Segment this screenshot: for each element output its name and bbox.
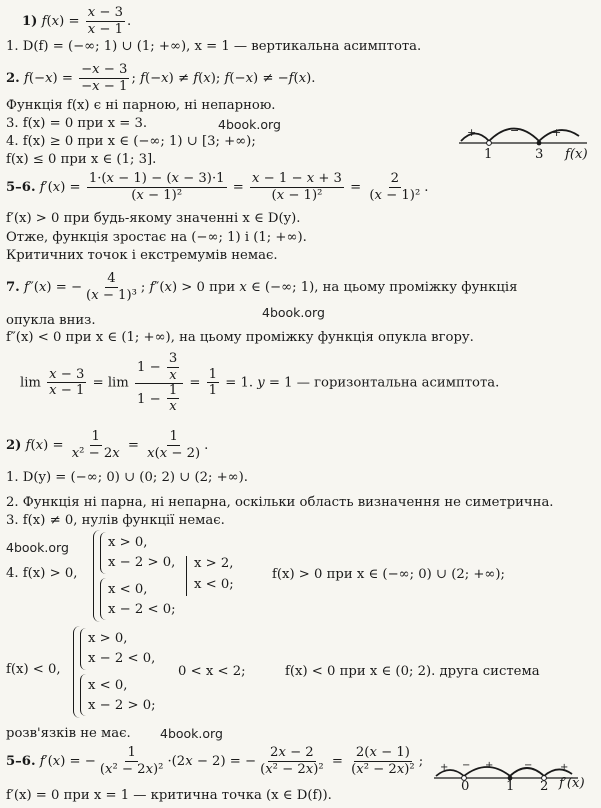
p2-step-4-result: f(x) > 0 при x ∈ (−∞; 0) ∪ (2; +∞);: [272, 567, 505, 582]
d2-point-label-2: 1: [506, 779, 515, 794]
point-1: [487, 141, 492, 146]
s2-line-3: x < 0,: [88, 678, 128, 693]
brace-inner-2b: [80, 674, 86, 716]
s1res-line-2: x < 0;: [194, 577, 234, 592]
s2-line-1: x > 0,: [88, 631, 128, 646]
d1-sign-1: +: [467, 126, 477, 139]
watermark: 4book.org: [160, 726, 223, 741]
bracket-1: [186, 556, 192, 596]
p2-step-1: 1. D(y) = (−∞; 0) ∪ (0; 2) ∪ (2; +∞).: [6, 470, 248, 485]
d1-sign-2: −: [510, 124, 520, 137]
p1-step-56d: Критичних точок і екстремумів немає.: [6, 248, 278, 263]
p1-step-56b: f′(x) > 0 при будь-якому значенні x ∈ D(y).: [6, 211, 301, 226]
d2-point-label-1: 0: [461, 779, 470, 794]
p2-step-2: 2. Функція ні парна, ні непарна, оскільки область визначення не симетрична.: [6, 495, 554, 510]
p1-step-7b: опукла вниз.: [6, 313, 96, 328]
s2-line-2: x − 2 < 0,: [88, 651, 156, 666]
watermark: 4book.org: [218, 117, 281, 132]
p1-step-7c: f″(x) < 0 при x ∈ (1; +∞), на цьому проміжку функція опукла вгору.: [6, 330, 474, 345]
brace-outer-2: [73, 626, 80, 718]
s1-line-1: x > 0,: [108, 535, 148, 550]
d2-sign-2: −: [462, 760, 471, 771]
brace-outer-1: [93, 530, 100, 622]
d1-point-label-2: 3: [535, 147, 544, 162]
s2-result: 0 < x < 2;: [178, 664, 246, 679]
d1-label: f(x): [565, 147, 588, 162]
s1-line-2: x − 2 > 0,: [108, 555, 176, 570]
d2-point-label-3: 2: [540, 779, 549, 794]
d1-point-label-1: 1: [484, 147, 493, 162]
p1-title: 1) f(x) = $\frac{x - 3}{x - 1}$ .: [22, 5, 132, 37]
p1-step-56: 5–6. f′(x) = $\frac{1\cdot(x - 1) - (x - 3)\cdot 1}{\text{(x − 1)²}}$ = $\frac{x - 1 - x + 3}{\text{(x − 1)²}}$ = $\frac{2}{\text{(x − 1)²}}$ .: [6, 171, 429, 203]
s1res-line-1: x > 2,: [194, 556, 234, 571]
p1-step-3: 3. f(x) = 0 при x = 3.: [6, 116, 148, 131]
watermark: 4book.org: [262, 305, 325, 320]
d2-sign-1: +: [440, 762, 449, 773]
p2-step-4n-result: f(x) < 0 при x ∈ (0; 2). друга система: [285, 664, 540, 679]
d1-sign-3: +: [552, 126, 562, 139]
p2-step-4: 4. f(x) > 0,: [6, 566, 78, 581]
s2-line-4: x − 2 > 0;: [88, 698, 156, 713]
brace-inner-1a: [100, 532, 106, 574]
p1-step-7: 7. f″(x) = − $\frac{4}{\text{(x − 1)³}}$ ; f″(x) > 0 при x ∈ (−∞; 1), на цьому проміжку функція: [6, 271, 518, 303]
p1-step-4b: f(x) ≤ 0 при x ∈ (1; 3].: [6, 152, 157, 167]
p1-limit: lim $\frac{x - 3}{x - 1}$ = lim 1 − $\frac{3}{x}$ 1 − $\frac{1}{x}$ = $\frac{1}{1}$ = 1. y = 1 — горизонтальна асимптота.: [20, 351, 500, 415]
p2-step-56: 5–6. f′(x) = − $\frac{1}{\text{(x² − 2x)²}}$ ·(2x − 2) = − $\frac{2x - 2}{\text{(x² − 2x)²}}$ = $\frac{2(x - 1)}{\text{(x² − 2x)²}}$ ;: [6, 745, 424, 777]
d2-label: f′(x): [559, 776, 585, 791]
p2-step-56b: f′(x) = 0 при x = 1 — критична точка (x ∈ D(f)).: [6, 788, 332, 803]
watermark: 4book.org: [6, 540, 69, 555]
p2-step-4nb: розв'язків не має.: [6, 726, 131, 741]
d2-sign-3: +: [485, 760, 494, 771]
p1-step-56c: Отже, функція зростає на (−∞; 1) і (1; +∞).: [6, 230, 307, 245]
s1-line-3: x < 0,: [108, 582, 148, 597]
p2-step-3: 3. f(x) ≠ 0, нулів функції немає.: [6, 513, 225, 528]
p1-step-4a: 4. f(x) ≥ 0 при x ∈ (−∞; 1) ∪ [3; +∞);: [6, 134, 256, 149]
brace-inner-1b: [100, 578, 106, 620]
s1-line-4: x − 2 < 0;: [108, 602, 176, 617]
p1-step-2: 2. f(−x) = $\frac{-x - 3}{-x - 1}$ ; f(−x) ≠ f(x); f(−x) ≠ −f(x).: [6, 62, 316, 94]
d2-sign-4: −: [524, 760, 533, 771]
d2-sign-5: +: [560, 762, 569, 773]
p1-step-2b: Функція f(x) є ні парною, ні непарною.: [6, 98, 276, 113]
p1-step-1: 1. D(f) = (−∞; 1) ∪ (1; +∞), x = 1 — вертикальна асимптота.: [6, 39, 422, 54]
p2-title: 2) f(x) = $\frac{1}{\text{x² − 2x}}$ = $\frac{1}{x(x - 2)}$ .: [6, 429, 209, 461]
brace-inner-2a: [80, 628, 86, 670]
point-3: [537, 141, 542, 146]
p2-step-4n: f(x) < 0,: [6, 662, 61, 677]
